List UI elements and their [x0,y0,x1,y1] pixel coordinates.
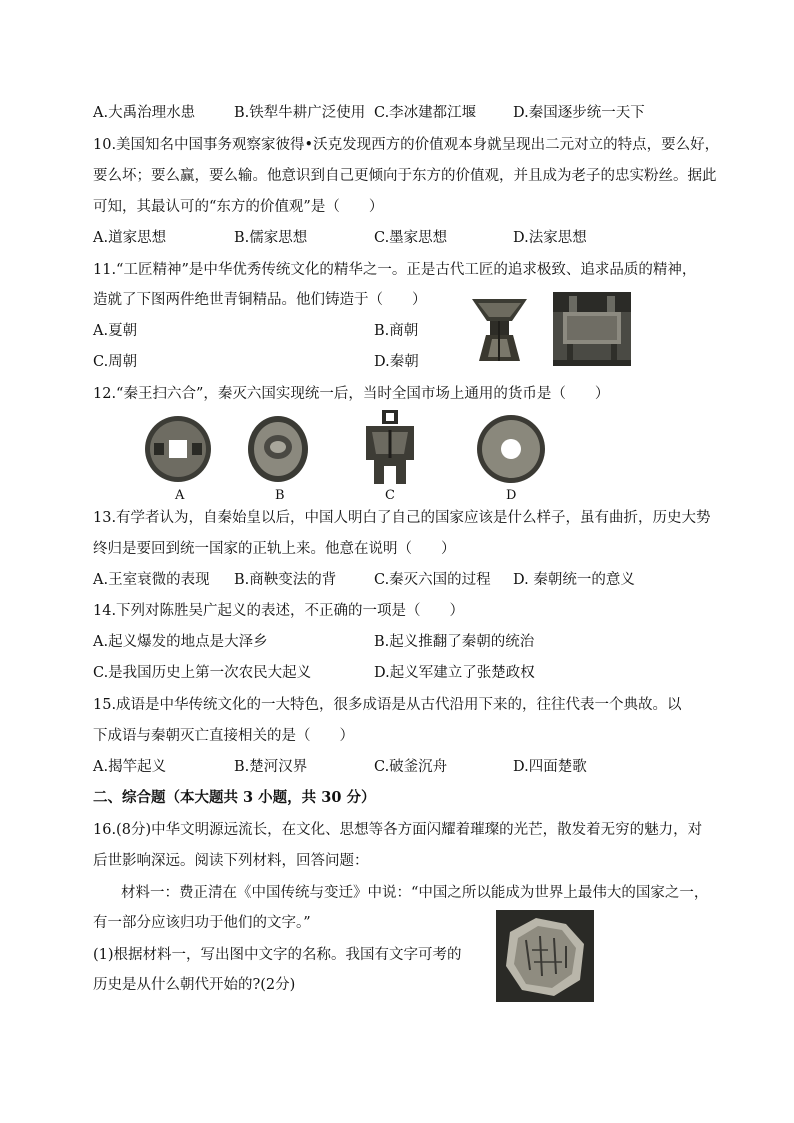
q9-option-d: D.秦国逐步统一天下 [513,105,645,121]
q16-line-1: 16.(8分)中华文明源远流长，在文化、思想等各方面闪耀着璀璨的光芒，散发着无穷的魅力，对 [93,822,703,838]
q16-sub1-line-2: 历史是从什么朝代开始的?(2分) [93,977,296,993]
q13-option-d: D. 秦朝统一的意义 [513,572,635,588]
q9-option-a: A.大禹治理水患 [93,105,196,121]
q12-line-1: 12.“秦王扫六合”，秦灭六国实现统一后，当时全国市场上通用的货币是（ ） [93,386,610,402]
q16-material-1-line-1: 材料一：费正清在《中国传统与变迁》中说：“中国之所以能成为世界上最伟大的国家之一， [121,885,709,901]
q16-material-1-line-2: 有一部分应该归功于他们的文字。” [93,915,311,931]
coin-d-round-hole-image [469,413,553,485]
q14-line-1: 14.下列对陈胜吴广起义的表述，不正确的一项是（ ） [93,603,465,619]
q13-line-1: 13.有学者认为，自秦始皇以后，中国人明白了自己的国家应该是什么样子，虽有曲折，历史大势 [93,510,711,526]
q14-option-d: D.起义军建立了张楚政权 [374,665,535,681]
q10-line-1: 10.美国知名中国事务观察家彼得•沃克发现西方的价值观本身就呈现出二元对立的特点，要么好， [93,137,720,153]
coin-b-image [245,413,311,485]
oracle-bone-inscription-image [496,910,594,1002]
q14-option-c: C.是我国历史上第一次农民大起义 [93,665,312,681]
q13-option-c: C.秦灭六国的过程 [374,572,491,588]
q15-line-2: 下成语与秦朝灭亡直接相关的是（ ） [93,728,354,744]
coin-caption-c: C [385,488,395,503]
q9-option-b: B.铁犁牛耕广泛使用 [234,105,366,121]
q10-line-2: 要么坏；要么赢，要么输。他意识到自己更倾向于东方的价值观，并且成为老子的忠实粉丝。据此 [93,168,717,184]
q10-line-3: 可知，其最认可的“东方的价值观”是（ ） [93,199,384,215]
coin-c-spade-money-image [360,408,420,488]
q10-option-b: B.儒家思想 [234,230,308,246]
q10-option-a: A.道家思想 [93,230,167,246]
section-2-heading: 二、综合题（本大题共 3 小题，共 30 分） [93,789,376,806]
q9-option-c: C.李冰建都江堰 [374,105,477,121]
q11-option-b: B.商朝 [374,323,419,339]
q15-line-1: 15.成语是中华传统文化的一大特色，很多成语是从古代沿用下来的，往往代表一个典故。以 [93,697,682,713]
q10-option-d: D.法家思想 [513,230,587,246]
q13-option-a: A.王室衰微的表现 [93,572,210,588]
q15-option-c: C.破釜沉舟 [374,759,448,775]
q11-line-1: 11.“工匠精神”是中华优秀传统文化的精华之一。正是古代工匠的追求极致、追求品质的精神， [93,262,697,278]
q10-option-c: C.墨家思想 [374,230,448,246]
coin-caption-a: A [175,488,185,503]
q11-option-c: C.周朝 [93,354,138,370]
q16-line-2: 后世影响深远。阅读下列材料，回答问题： [93,853,369,869]
coin-a-banliang-image [140,413,216,485]
q11-option-d: D.秦朝 [374,354,419,370]
bronze-ding-cauldron-image [553,292,631,366]
q14-option-b: B.起义推翻了秦朝的统治 [374,634,535,650]
q13-option-b: B.商鞅变法的背 [234,572,337,588]
q11-option-a: A.夏朝 [93,323,138,339]
q14-option-a: A.起义爆发的地点是大泽乡 [93,634,268,650]
coin-caption-b: B [275,488,285,503]
bronze-zun-vessel-image [462,295,537,365]
q15-option-d: D.四面楚歌 [513,759,587,775]
q16-sub1-line-1: (1)根据材料一，写出图中文字的名称。我国有文字可考的 [93,947,462,963]
coin-caption-d: D [506,488,517,503]
q15-option-b: B.楚河汉界 [234,759,308,775]
q11-line-2: 造就了下图两件绝世青铜精品。他们铸造于（ ） [93,292,427,308]
q13-line-2: 终归是要回到统一国家的正轨上来。他意在说明（ ） [93,541,456,557]
q15-option-a: A.揭竿起义 [93,759,167,775]
